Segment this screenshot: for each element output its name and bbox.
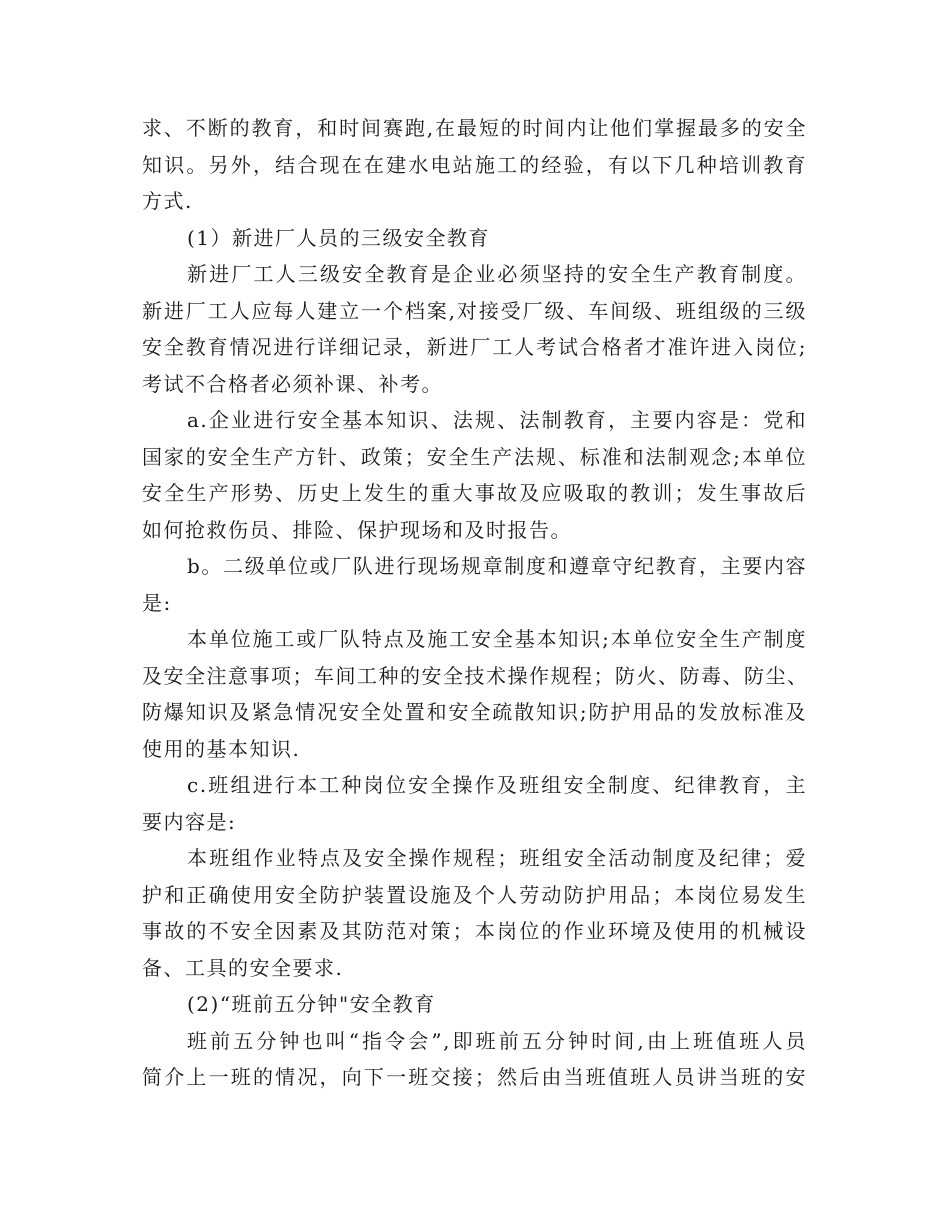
text-line: (2)“班前五分钟"安全教育 xyxy=(187,992,436,1016)
text-line: 安全生产形势、历史上发生的重大事故及应吸取的教训；发生事故后 xyxy=(142,481,807,505)
text-line: 方式. xyxy=(142,189,193,213)
text-line: 本单位施工或厂队特点及施工安全基本知识;本单位安全生产制度 xyxy=(187,627,807,651)
text-line: (1）新进厂人员的三级安全教育 xyxy=(187,225,491,250)
text-line: 求、不断的教育，和时间赛跑,在最短的时间内让他们掌握最多的安全 xyxy=(142,116,807,140)
text-line: 知识。另外，结合现在在建水电站施工的经验，有以下几种培训教育 xyxy=(142,152,807,177)
text-line: 国家的安全生产方针、政策；安全生产法规、标准和法制观念;本单位 xyxy=(142,444,807,469)
text-line: 考试不合格者必须补课、补考。 xyxy=(142,371,443,396)
text-line: c.班组进行本工种岗位安全操作及班组安全制度、纪律教育，主 xyxy=(187,773,807,797)
text-line: a.企业进行安全基本知识、法规、法制教育，主要内容是：党和 xyxy=(187,408,807,432)
text-line: 如何抢救伤员、排险、保护现场和及时报告。 xyxy=(142,517,572,542)
text-line: 本班组作业特点及安全操作规程；班组安全活动制度及纪律；爱 xyxy=(187,846,807,870)
document-body xyxy=(142,110,807,1096)
text-line: 护和正确使用安全防护装置设施及个人劳动防护用品；本岗位易发生 xyxy=(142,882,807,907)
text-line: b。二级单位或厂队进行现场规章制度和遵章守纪教育，主要内容 xyxy=(187,554,807,578)
text-line: 班前五分钟也叫“指令会”,即班前五分钟时间,由上班值班人员 xyxy=(187,1028,807,1053)
text-line: 防爆知识及紧急情况安全处置和安全疏散知识;防护用品的发放标准及 xyxy=(142,700,807,724)
text-line: 新进厂工人三级安全教育是企业必须坚持的安全生产教育制度。 xyxy=(187,262,807,286)
text-line: 安全教育情况进行详细记录，新进厂工人考试合格者才准许进入岗位; xyxy=(142,335,807,359)
text-line: 是: xyxy=(142,590,172,615)
text-line: 及安全注意事项；车间工种的安全技术操作规程；防火、防毒、防尘、 xyxy=(142,663,809,688)
text-line: 新进厂工人应每人建立一个档案,对接受厂级、车间级、班组级的三级 xyxy=(142,298,807,323)
text-line: 要内容是: xyxy=(142,809,237,834)
text-line: 事故的不安全因素及其防范对策；本岗位的作业环境及使用的机械设 xyxy=(142,919,807,943)
text-line: 备、工具的安全要求. xyxy=(142,955,344,980)
text-line: 使用的基本知识. xyxy=(142,736,301,761)
text-line: 简介上一班的情况，向下一班交接；然后由当班值班人员讲当班的安 xyxy=(142,1065,807,1089)
